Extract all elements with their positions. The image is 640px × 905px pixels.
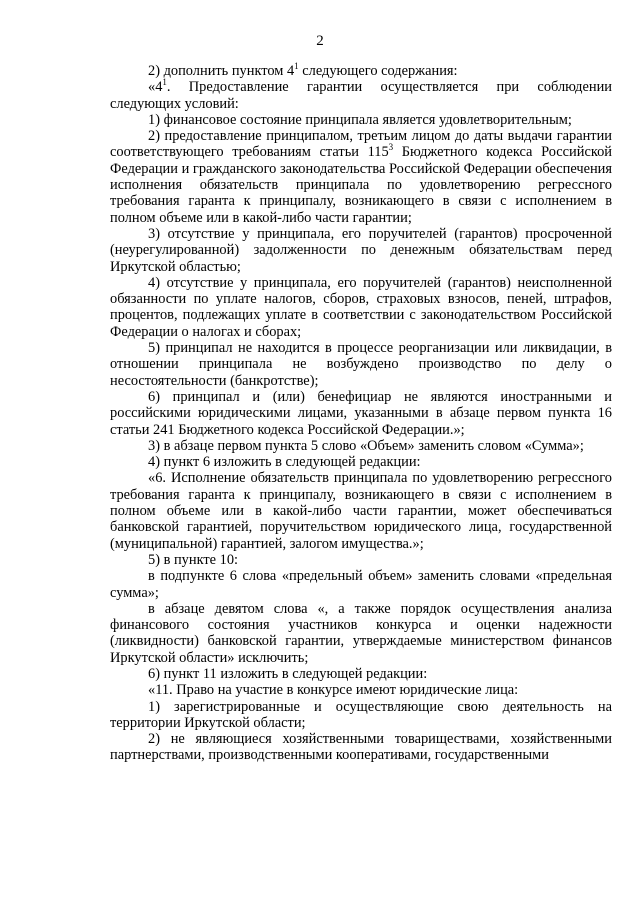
paragraph-ninth-abzac: в абзаце девятом слова «, а также порядок осуществления анализа финансового состояния участников конкурса и оценки надежности (ликвидности) банковской гарантии, утверждаемые министерством финансов Иркутской области» исключить;: [110, 600, 612, 666]
text-run: 2) дополнить пунктом 4: [148, 63, 295, 79]
text-run: Бюджетного кодекса Российской Федерации и гражданского законодательства Российской Федерации обеспечения исполнения обязательств принципала по удовлетворению регрессного требования гаранта к принципалу, возникающего в связи с исполнением в полном объеме или в какой-либо части гарантии;: [110, 144, 612, 226]
paragraph-amend-point-6: 4) пункт 6 изложить в следующей редакции:: [148, 454, 421, 471]
paragraph-condition-5: 5) принципал не находится в процессе реорганизации или ликвидации, в отношении принципала не возбуждено производство по делу о несостоятельности (банкротстве);: [110, 340, 612, 389]
paragraph-condition-1: 1) финансовое состояние принципала является удовлетворительным;: [148, 111, 572, 128]
paragraph-amend-point-4-1: [110, 63, 612, 79]
paragraph-point-6-text: «6. Исполнение обязательств принципала по удовлетворению регрессного требования гаранта к принципалу, возникающего в связи с исполнением в полном объеме или в какой-либо части гарантии, может обеспечиваться банковской гарантией, поручительством юридического лица, государственной (муниципальной) гарантией, залогом имущества.»;: [110, 470, 612, 552]
paragraph-participant-1: 1) зарегистрированные и осуществляющие свою деятельность на территории Иркутской области;: [110, 698, 612, 731]
paragraph-amend-point-10: 5) в пункте 10:: [148, 551, 239, 568]
paragraph-condition-3: 3) отсутствие у принципала, его поручителей (гарантов) просроченной (неурегулированной) задолженности по денежным обязательствам перед Иркутской областью;: [110, 225, 612, 275]
document-body: [110, 63, 612, 764]
text-run: 2) предоставление принципалом, третьим лицом до даты выдачи гарантии соответствующего требованиям статьи 115: [110, 128, 612, 161]
text-run: . Предоставление гарантии осуществляется при соблюдении следующих условий:: [110, 79, 612, 112]
text-run: «4: [148, 79, 163, 96]
text-run: следующего содержания:: [298, 63, 458, 79]
paragraph-condition-4: 4) отсутствие у принципала, его поручителей (гарантов) неисполненной обязанности по уплате налогов, сборов, страховых взносов, пеней, штрафов, процентов, подлежащих уплате в соответствии с законодательством Российской Федерации о налогах и сборах;: [110, 274, 612, 340]
superscript: 1: [162, 77, 167, 88]
superscript: 3: [388, 142, 394, 153]
superscript: 1: [294, 61, 299, 71]
paragraph-amend-point-11: 6) пункт 11 изложить в следующей редакции:: [148, 665, 428, 682]
paragraph-participant-2: 2) не являющиеся хозяйственными товариществами, хозяйственными партнерствами, производственными кооперативами, государственными: [110, 731, 612, 764]
page-number: 2: [316, 33, 324, 49]
paragraph-amend-point-5: 3) в абзаце первом пункта 5 слово «Объем» заменить словом «Сумма»;: [148, 437, 584, 454]
paragraph-point-4-1: [110, 79, 612, 112]
paragraph-condition-2: [110, 128, 612, 226]
paragraph-point-11-text: «11. Право на участие в конкурсе имеют юридические лица:: [148, 682, 519, 699]
paragraph-subpoint-6: в подпункте 6 слова «предельный объем» заменить словами «предельная сумма»;: [110, 568, 612, 601]
paragraph-condition-6: 6) принципал и (или) бенефициар не являются иностранными и российскими юридическими лицами, указанными в абзаце первом пункта 16 статьи 241 Бюджетного кодекса Российской Федерации.»;: [110, 388, 612, 438]
